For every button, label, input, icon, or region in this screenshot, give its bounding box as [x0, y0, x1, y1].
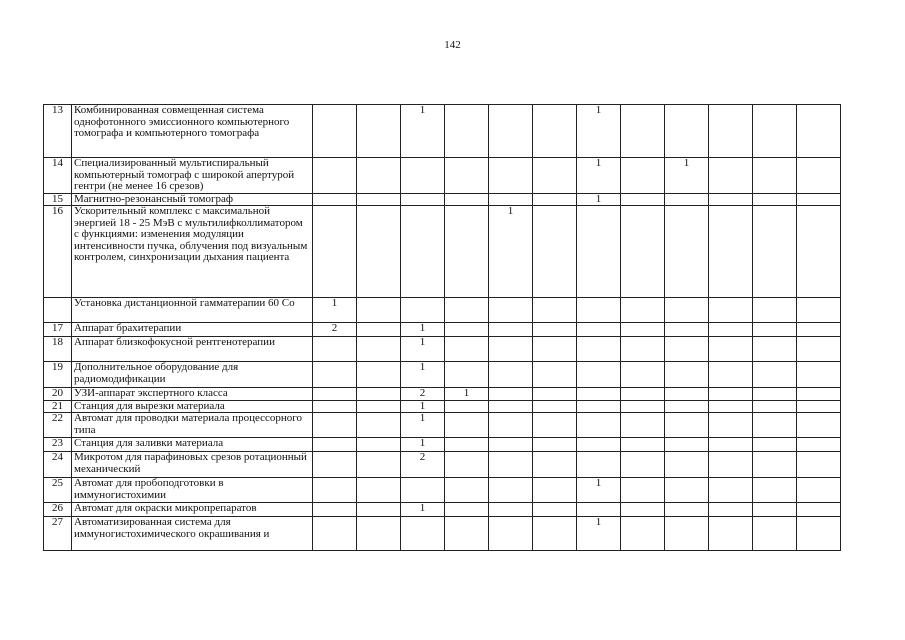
quantity-cell [709, 413, 753, 438]
quantity-cell [797, 193, 841, 206]
quantity-cell [489, 323, 533, 337]
equipment-name: Ускорительный комплекс с максимальной энергией 18 - 25 МэВ с мультилифколлиматором с функциями: изменения модуляции интенсивности пучка, облучения под визуальным контролем, синхронизации дыхания пациента [72, 206, 313, 298]
quantity-cell [621, 193, 665, 206]
quantity-cell [753, 413, 797, 438]
quantity-cell [313, 517, 357, 551]
row-number: 17 [44, 323, 72, 337]
quantity-cell [577, 438, 621, 452]
quantity-cell [665, 298, 709, 323]
quantity-cell [665, 388, 709, 401]
quantity-cell [533, 400, 577, 413]
quantity-cell [489, 362, 533, 388]
table-row [44, 517, 841, 551]
quantity-cell [577, 413, 621, 438]
quantity-cell [621, 517, 665, 551]
quantity-cell: 1 [313, 298, 357, 323]
quantity-cell [665, 413, 709, 438]
equipment-name: Станция для вырезки материала [72, 400, 313, 413]
quantity-cell [665, 362, 709, 388]
quantity-cell [709, 452, 753, 478]
table-row [44, 337, 841, 362]
quantity-cell [753, 388, 797, 401]
quantity-cell [753, 362, 797, 388]
equipment-table [43, 104, 841, 551]
quantity-cell [577, 337, 621, 362]
table-row [44, 503, 841, 517]
quantity-cell [489, 400, 533, 413]
equipment-name: Станция для заливки материала [72, 438, 313, 452]
quantity-cell [533, 105, 577, 158]
quantity-cell: 1 [401, 362, 445, 388]
quantity-cell [621, 400, 665, 413]
quantity-cell: 1 [577, 478, 621, 503]
quantity-cell [489, 517, 533, 551]
quantity-cell [797, 158, 841, 194]
quantity-cell [621, 452, 665, 478]
quantity-cell [753, 452, 797, 478]
quantity-cell [357, 337, 401, 362]
quantity-cell [357, 478, 401, 503]
row-number: 23 [44, 438, 72, 452]
quantity-cell [577, 323, 621, 337]
table-row [44, 158, 841, 194]
quantity-cell [357, 323, 401, 337]
quantity-cell [401, 193, 445, 206]
equipment-name: Аппарат брахитерапии [72, 323, 313, 337]
quantity-cell [313, 478, 357, 503]
quantity-cell [533, 323, 577, 337]
equipment-name: Комбинированная совмещенная система однофотонного эмиссионного компьютерного томографа и компьютерного томографа [72, 105, 313, 158]
quantity-cell [709, 206, 753, 298]
equipment-name: Автомат для окраски микропрепаратов [72, 503, 313, 517]
quantity-cell [401, 206, 445, 298]
quantity-cell [665, 478, 709, 503]
quantity-cell [357, 206, 401, 298]
quantity-cell [357, 388, 401, 401]
quantity-cell [753, 517, 797, 551]
table-row [44, 478, 841, 503]
quantity-cell [665, 438, 709, 452]
equipment-name: Автомат для проводки материала процессорного типа [72, 413, 313, 438]
quantity-cell [797, 105, 841, 158]
quantity-cell [709, 193, 753, 206]
quantity-cell: 1 [577, 105, 621, 158]
quantity-cell [797, 362, 841, 388]
equipment-name: УЗИ-аппарат экспертного класса [72, 388, 313, 401]
quantity-cell [313, 413, 357, 438]
quantity-cell [621, 158, 665, 194]
quantity-cell [445, 362, 489, 388]
equipment-name: Микротом для парафиновых срезов ротационный механический [72, 452, 313, 478]
quantity-cell: 1 [401, 400, 445, 413]
row-number: 27 [44, 517, 72, 551]
quantity-cell [445, 193, 489, 206]
quantity-cell [797, 452, 841, 478]
table-row [44, 413, 841, 438]
row-number: 22 [44, 413, 72, 438]
quantity-cell [445, 206, 489, 298]
quantity-cell [533, 206, 577, 298]
quantity-cell [357, 517, 401, 551]
table-row [44, 298, 841, 323]
quantity-cell [533, 478, 577, 503]
quantity-cell [797, 388, 841, 401]
quantity-cell [313, 388, 357, 401]
quantity-cell [577, 206, 621, 298]
quantity-cell [489, 193, 533, 206]
row-number: 25 [44, 478, 72, 503]
quantity-cell [357, 158, 401, 194]
quantity-cell [753, 298, 797, 323]
quantity-cell [797, 337, 841, 362]
quantity-cell [445, 452, 489, 478]
quantity-cell [445, 503, 489, 517]
quantity-cell [577, 362, 621, 388]
quantity-cell [489, 413, 533, 438]
table-row [44, 362, 841, 388]
quantity-cell: 1 [489, 206, 533, 298]
quantity-cell [665, 105, 709, 158]
quantity-cell: 1 [665, 158, 709, 194]
quantity-cell [797, 298, 841, 323]
quantity-cell: 1 [401, 323, 445, 337]
quantity-cell [621, 105, 665, 158]
quantity-cell [489, 298, 533, 323]
quantity-cell [313, 193, 357, 206]
quantity-cell [533, 503, 577, 517]
quantity-cell [797, 413, 841, 438]
quantity-cell [665, 206, 709, 298]
quantity-cell [665, 452, 709, 478]
table-row [44, 206, 841, 298]
quantity-cell [445, 413, 489, 438]
table-row [44, 193, 841, 206]
quantity-cell [401, 478, 445, 503]
quantity-cell [313, 206, 357, 298]
quantity-cell [533, 337, 577, 362]
quantity-cell [533, 413, 577, 438]
quantity-cell [489, 438, 533, 452]
quantity-cell: 1 [401, 105, 445, 158]
quantity-cell [445, 478, 489, 503]
quantity-cell [621, 438, 665, 452]
quantity-cell [445, 158, 489, 194]
equipment-name: Дополнительное оборудование для радиомодификации [72, 362, 313, 388]
quantity-cell [753, 105, 797, 158]
quantity-cell [621, 362, 665, 388]
quantity-cell [621, 388, 665, 401]
quantity-cell [709, 388, 753, 401]
quantity-cell [313, 452, 357, 478]
quantity-cell [753, 478, 797, 503]
quantity-cell [797, 517, 841, 551]
quantity-cell [533, 438, 577, 452]
quantity-cell [313, 503, 357, 517]
quantity-cell [797, 323, 841, 337]
quantity-cell [357, 438, 401, 452]
quantity-cell [577, 503, 621, 517]
quantity-cell [577, 452, 621, 478]
quantity-cell: 1 [577, 193, 621, 206]
quantity-cell [489, 388, 533, 401]
quantity-cell [489, 105, 533, 158]
equipment-name: Аппарат близкофокусной рентгенотерапии [72, 337, 313, 362]
quantity-cell [313, 158, 357, 194]
quantity-cell [709, 337, 753, 362]
quantity-cell [401, 298, 445, 323]
table-row [44, 400, 841, 413]
page-number: 142 [444, 39, 461, 51]
quantity-cell [709, 438, 753, 452]
quantity-cell [621, 503, 665, 517]
quantity-cell: 1 [577, 517, 621, 551]
quantity-cell [753, 337, 797, 362]
quantity-cell [709, 362, 753, 388]
row-number: 26 [44, 503, 72, 517]
row-number: 18 [44, 337, 72, 362]
quantity-cell [313, 400, 357, 413]
quantity-cell: 1 [401, 337, 445, 362]
quantity-cell [665, 400, 709, 413]
quantity-cell [445, 323, 489, 337]
quantity-cell [357, 400, 401, 413]
row-number: 15 [44, 193, 72, 206]
quantity-cell [445, 298, 489, 323]
quantity-cell [489, 452, 533, 478]
row-number: 19 [44, 362, 72, 388]
table-row [44, 388, 841, 401]
quantity-cell [753, 158, 797, 194]
quantity-cell [533, 362, 577, 388]
quantity-cell [753, 400, 797, 413]
quantity-cell [797, 400, 841, 413]
quantity-cell [665, 323, 709, 337]
quantity-cell [313, 438, 357, 452]
row-number: 13 [44, 105, 72, 158]
quantity-cell [665, 337, 709, 362]
quantity-cell [753, 438, 797, 452]
equipment-name: Специализированный мультиспиральный компьютерный томограф с широкой апертурой гентри (не менее 16 срезов) [72, 158, 313, 194]
quantity-cell [709, 158, 753, 194]
quantity-cell [445, 438, 489, 452]
quantity-cell [665, 517, 709, 551]
quantity-cell: 2 [401, 388, 445, 401]
quantity-cell [621, 337, 665, 362]
quantity-cell [489, 158, 533, 194]
quantity-cell [313, 337, 357, 362]
equipment-name: Магнитно-резонансный томограф [72, 193, 313, 206]
table-row [44, 452, 841, 478]
row-number: 14 [44, 158, 72, 194]
quantity-cell [709, 298, 753, 323]
quantity-cell: 1 [401, 438, 445, 452]
quantity-cell [533, 452, 577, 478]
quantity-cell [445, 400, 489, 413]
quantity-cell [797, 478, 841, 503]
quantity-cell [489, 337, 533, 362]
quantity-cell [753, 206, 797, 298]
row-number: 16 [44, 206, 72, 298]
quantity-cell [577, 298, 621, 323]
quantity-cell [533, 388, 577, 401]
quantity-cell [357, 413, 401, 438]
quantity-cell: 1 [401, 503, 445, 517]
quantity-cell [357, 452, 401, 478]
quantity-cell [709, 323, 753, 337]
quantity-cell [445, 517, 489, 551]
quantity-cell [665, 503, 709, 517]
quantity-cell [753, 193, 797, 206]
quantity-cell [797, 438, 841, 452]
quantity-cell [577, 400, 621, 413]
quantity-cell [709, 503, 753, 517]
equipment-name: Автомат для пробоподготовки в иммуногистохимии [72, 478, 313, 503]
quantity-cell [621, 323, 665, 337]
quantity-cell [709, 105, 753, 158]
quantity-cell [489, 503, 533, 517]
table-row [44, 323, 841, 337]
quantity-cell [709, 517, 753, 551]
quantity-cell [797, 503, 841, 517]
quantity-cell: 2 [313, 323, 357, 337]
quantity-cell [665, 193, 709, 206]
quantity-cell [401, 517, 445, 551]
quantity-cell: 1 [401, 413, 445, 438]
quantity-cell: 1 [445, 388, 489, 401]
quantity-cell [753, 503, 797, 517]
quantity-cell [357, 362, 401, 388]
quantity-cell [709, 478, 753, 503]
quantity-cell [797, 206, 841, 298]
quantity-cell [621, 206, 665, 298]
row-number: 24 [44, 452, 72, 478]
table-row [44, 105, 841, 158]
table-row [44, 438, 841, 452]
row-number: 21 [44, 400, 72, 413]
quantity-cell [445, 337, 489, 362]
row-number: 20 [44, 388, 72, 401]
quantity-cell [357, 503, 401, 517]
quantity-cell [489, 478, 533, 503]
quantity-cell [577, 388, 621, 401]
quantity-cell: 1 [577, 158, 621, 194]
quantity-cell [533, 517, 577, 551]
quantity-cell [357, 193, 401, 206]
equipment-name: Автоматизированная система для иммуногистохимического окрашивания и [72, 517, 313, 551]
quantity-cell [621, 298, 665, 323]
quantity-cell [533, 158, 577, 194]
quantity-cell [445, 105, 489, 158]
quantity-cell [621, 478, 665, 503]
quantity-cell [357, 298, 401, 323]
quantity-cell [753, 323, 797, 337]
quantity-cell [621, 413, 665, 438]
quantity-cell [533, 298, 577, 323]
quantity-cell [533, 193, 577, 206]
quantity-cell: 2 [401, 452, 445, 478]
equipment-name: Установка дистанционной гамматерапии 60 Со [72, 298, 313, 323]
quantity-cell [709, 400, 753, 413]
quantity-cell [401, 158, 445, 194]
quantity-cell [357, 105, 401, 158]
quantity-cell [313, 362, 357, 388]
row-number [44, 298, 72, 323]
quantity-cell [313, 105, 357, 158]
